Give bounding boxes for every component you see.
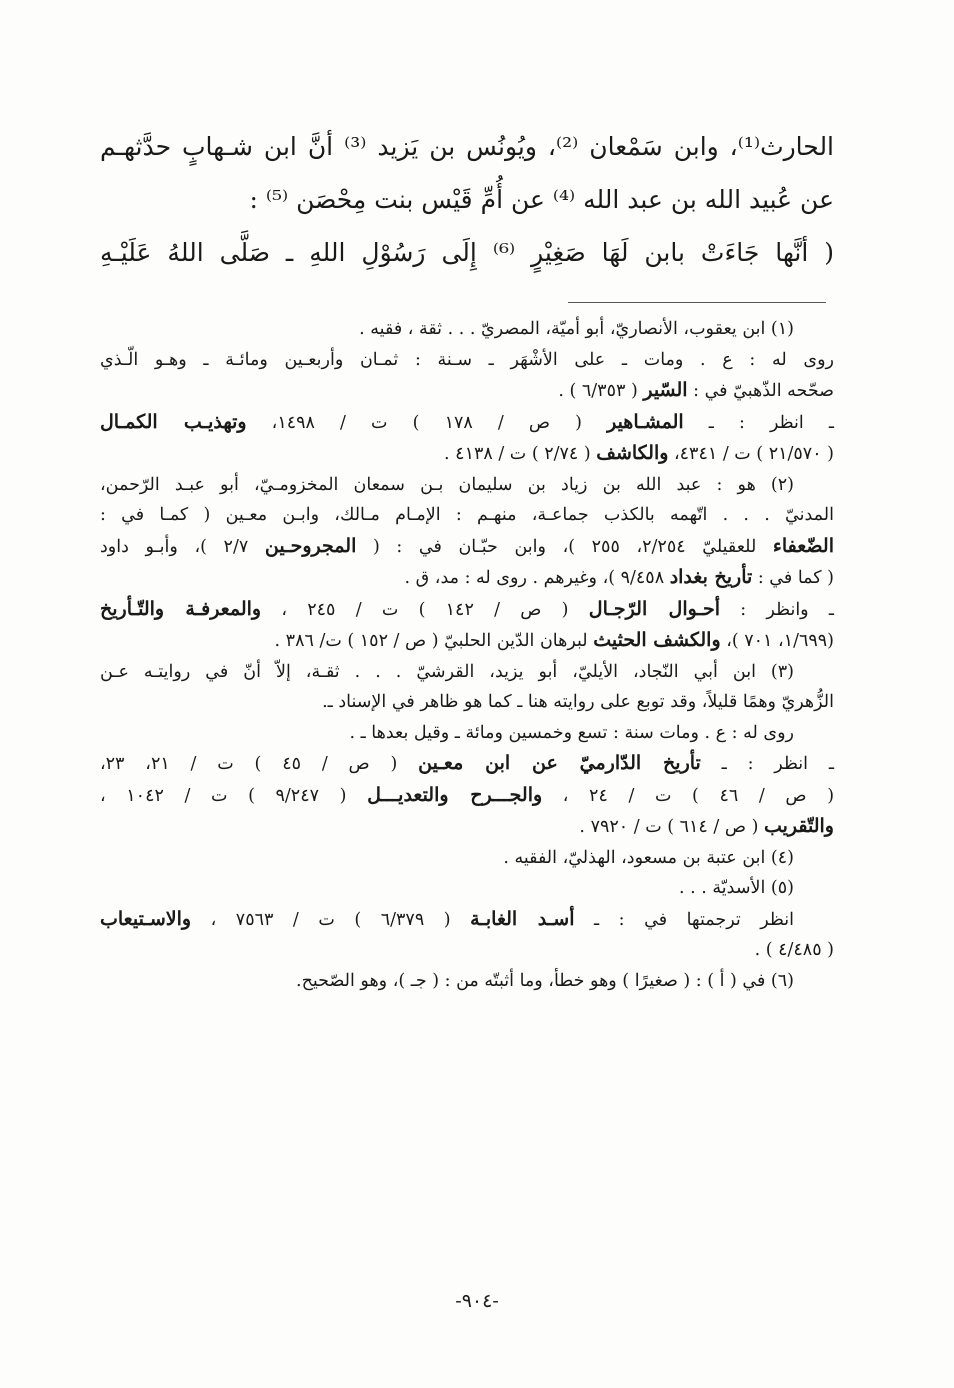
footnote-line xyxy=(100,718,834,749)
footnote-text: ( ٢١/٥٧٠ ) ت / ٤٣٤١، xyxy=(668,444,834,464)
footnote-line xyxy=(100,966,834,997)
footnote-text: ٩/٤٥٨ )، وغيرهم . روى له : مد، ق . xyxy=(404,568,670,588)
book-title: أحـوال الرّجـال xyxy=(588,597,721,620)
main-text-line: ( أنَّها جَاءَتْ بابن لَهَا صَغِيْرٍ ⁽⁶⁾ إِلَى رَسُوْلِ اللهِ ـ صَلَّى اللهُ عَلَيْـهِ xyxy=(100,238,834,267)
footnote-text: (٥) الأسديّة . . . xyxy=(679,878,794,898)
footnote-line xyxy=(100,687,834,718)
footnote-text: ( ص / ٤٦ ) ت / ٢٤ ، xyxy=(542,785,835,806)
book-title: المشـاهير xyxy=(607,410,684,433)
footnote-text: ( ٢/٧٤ ) ت / ٤١٣٨ . xyxy=(444,444,597,464)
book-title: أسـد الغابـة xyxy=(470,907,575,930)
footnote-text: للعقيليّ ٢/٢٥٤، ٢٥٥ )، وابن حبّـان في : ( xyxy=(356,536,773,557)
footnote-text: ( كما في : xyxy=(752,568,834,588)
footnote-line xyxy=(100,345,834,376)
footnote-text: ( ٦/٣٧٩ ) ت / ٧٥٦٣ ، xyxy=(191,909,471,930)
footnote-text: ـ انظر : ـ xyxy=(683,412,835,433)
footnote-line xyxy=(100,843,834,874)
footnote-text: (٤) ابن عتبة بن مسعود، الهذليّ، الفقيه . xyxy=(503,847,794,868)
book-title: السّير xyxy=(643,379,688,401)
footnote-line xyxy=(100,470,834,501)
footnote-line xyxy=(100,500,834,531)
footnote-line xyxy=(100,625,834,657)
footnote-line xyxy=(100,935,834,966)
footnote-line xyxy=(100,314,834,345)
book-title: والاسـتيعاب xyxy=(100,907,192,930)
footnote-line xyxy=(100,562,834,594)
footnote-text: ٢/٧ )، وأبـو داود xyxy=(100,536,265,557)
book-title: والمعرفـة والتّـأريخ xyxy=(100,597,262,620)
main-text-line: عن عُبيد الله بن عبد الله ⁽⁴⁾ عن أُمِّ قَيْس بنت مِحْصَن ⁽⁵⁾ : xyxy=(249,185,834,214)
footnote-text: الزُّهريّ وهمًا قليلاً، وقد توبع على روايته هنا ـ كما هو ظاهر في الإسناد ـ. xyxy=(322,692,834,712)
footnote-text: (١/٦٩٩، ٧٠١ )، xyxy=(720,631,834,651)
footnote-text: ( ٩/٢٤٧ ) ت / ١٠٤٢ ، xyxy=(100,785,368,806)
book-title: تأريخ بغداد xyxy=(669,566,753,588)
footnote-text: ( ٦/٣٥٣ ) . xyxy=(558,381,644,401)
footnote-text: ـ انظر : ـ xyxy=(700,754,834,774)
footnotes xyxy=(100,314,834,996)
footnote-text: (١) ابن يعقوب، الأنصاريّ، أبو أميّة، المصريّ . . . ثقة ، فقيه . xyxy=(359,319,794,339)
footnote-text: (٣) ابن أبي النّجاد، الأيليّ، أبو يزيد، القرشيّ . . . ثقـة، إلاّ أنّ في روايتـه عـن xyxy=(100,661,794,682)
footnote-text: ( ص / ٤٥ ) ت / ٢١، ٢٣، xyxy=(100,754,419,774)
footnote-text: ( ٤/٤٨٥ ) . xyxy=(754,940,834,960)
footnote-text: ـ وانظر : xyxy=(720,599,835,620)
footnote-line xyxy=(100,811,834,843)
footnote-text: (٦) في ( أ ) : ( صغيرًا ) وهو خطأ، وما أثبتّه من : ( جـ )، وهو الصّحيح. xyxy=(296,970,794,991)
footnote-line xyxy=(100,375,834,407)
footnote-line xyxy=(100,748,834,780)
footnote-text: ( ص / ٦١٤ ) ت / ٧٩٢٠ . xyxy=(579,817,764,837)
book-title: والجـــرح والتعديـــل xyxy=(367,783,543,806)
footnote-line xyxy=(100,531,834,563)
page-number: -٩٠٤- xyxy=(455,1290,499,1312)
book-title: والتّقريب xyxy=(763,815,834,837)
footnote-text: صحّحه الذّهبيّ في : xyxy=(687,381,834,401)
footnote-separator xyxy=(568,302,826,303)
footnote-line xyxy=(100,873,834,904)
footnote-line xyxy=(100,407,834,439)
footnote-text: روى له : ع . ومات ـ على الأشْهَر ـ سـنة : ثمـان وأربعـين ومائـة ـ وهـو الّـذي xyxy=(100,349,834,370)
footnote-line xyxy=(100,594,834,626)
footnote-text: (٢) هو : عبد الله بن زياد بن سليمان بـن سمعان المخزومـيّ، أبو عبـد الرّحمن، xyxy=(100,474,794,495)
footnote-text: انظر ترجمتها في : ـ xyxy=(574,909,794,930)
footnote-text: المدنيّ . . . اتّهمه بالكذب جماعـة، منهـم : الإمـام مـالك، وابـن معـين ( كمـا في : xyxy=(100,505,834,525)
book-title: وتهذيـب الكمـال xyxy=(100,410,247,433)
book-title: الضّعفاء xyxy=(772,534,834,557)
main-text-line: الحارث⁽¹⁾، وابن سَمْعان ⁽²⁾، ويُونُس بن يَزيد ⁽³⁾ أنَّ ابن شـهابٍ حدَّثهـم xyxy=(100,132,835,161)
footnote-line xyxy=(100,904,834,936)
footnote-line xyxy=(100,657,834,688)
book-title: تأريخ الدّارميّ عن ابن معـين xyxy=(418,752,701,774)
footnote-text: ( ص / ١٤٢ ) ت / ٢٤٥ ، xyxy=(261,599,589,620)
footnote-line xyxy=(100,438,834,470)
book-title: والكاشف xyxy=(596,442,669,464)
book-title: المجروحـين xyxy=(264,534,357,557)
footnote-text: لبرهان الدّين الحلبيّ ( ص / ١٥٢ ) ت/ ٣٨٦ . xyxy=(274,631,594,651)
footnote-text: روى له : ع . ومات سنة : تسع وخمسين ومائة ـ وقيل بعدها ـ . xyxy=(349,722,794,743)
footnote-text: ( ص / ١٧٨ ) ت / ١٤٩٨، xyxy=(246,412,608,433)
book-title: والكشف الحثيث xyxy=(593,629,721,651)
footnote-line xyxy=(100,780,834,812)
main-text xyxy=(100,120,834,279)
